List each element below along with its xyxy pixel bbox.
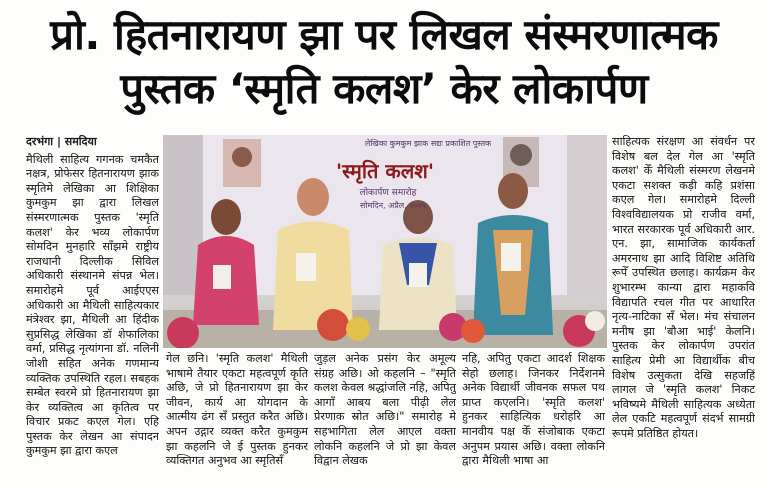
headline [0, 0, 768, 118]
headline-line-2: पुस्तक ‘स्मृति कलश’ केर लोकार्पण [120, 64, 648, 113]
article-column-bottom-3: नहि, अपितु एकटा आदर्श शिक्षक सेहो छलाह। जिनकर निर्देशनमे अनेक विद्यार्थी जीवनक सफल पथ प्राप्त कएलनि। 'स्मृति कलश' हुनकर साहित्यिक धरोहरि आ मानवीय पक्ष केँ संजोबाक एकटा अनुपम प्रयास अछि। वक्ता लोकनि द्वारा मैथिली भाषा आ [462, 352, 605, 468]
banner-date: सोमदिन, अप्रैल, २०२५ [360, 201, 426, 210]
banner-title: 'स्मृति कलश' [335, 159, 435, 183]
article-text-left: मैथिली साहित्य गगनक चमकैत नक्षत्र, प्रोफेसर हितनारायण झाक स्मृतिमे लेखिका आ शिक्षिका कुमकुम झा द्वारा लिखल संस्मरणात्मक पुस्तक 'स्मृति कलश' केर भव्य लोकार्पण सोमदिन मुनहारि साँझमे राष्ट्रीय राजधानी दिल्लीक सिविल अधिकारी संस्थानमे संपन्न भेल। समारोहमे पूर्व आईएएस अधिकारी आ मैथिली साहित्यकार मंत्रेश्वर झा, मैथिली आ हिंदीक सुप्रसिद्ध लेखिका डॉ शेफालिका वर्मा, प्रसिद्ध नृत्यांगना डॉ. नलिनी जोशी सहित अनेक गणमान्य व्यक्तिक उपस्थिति रहल। सबहक सम्बेत स्वरमे प्रो हितनारायण झा केर व्यक्तित्व आ कृतित्व पर विचार प्रकट कएल गेल। एहि पुस्तक केर लेखन आ संपादन कुमकुम झा द्वारा कएल [26, 152, 159, 458]
banner-caption-top: लेखिका कुमकुम झाक सद्यः प्रकाशित पुस्तक [364, 139, 492, 148]
headline-line-1: प्रो. हितनारायण झा पर लिखल संस्मरणात्मक [50, 10, 718, 59]
article-column-left [26, 135, 159, 480]
article-column-bottom-1: गेल छनि। 'स्मृति कलश' मैथिली भाषामे तैयार एकटा महत्वपूर्ण कृति अछि, जे प्रो हितनारायण झा केर जीवन, कार्य आ योगदान के आत्मीय ढंग सँ प्रस्तुत करैत अछि। अपन उद्गार व्यक्त करैत कुमकुम झा कहलनि जे ई पुस्तक हुनकर व्यक्तिगत अनुभव आ स्मृतिसँ [166, 352, 308, 468]
banner-subtitle: लोकार्पण समारोह [359, 188, 417, 198]
event-photo [163, 135, 607, 348]
dateline: दरभंगा | समदिया [26, 135, 97, 148]
article-column-bottom-2: जुड़ल अनेक प्रसंग केर अमूल्य संग्रह अछि। ओ कहलनि – "स्मृति कलश केवल श्रद्धांजलि नहि, अपितु आगाँ आबय बला पीढ़ी लेल प्रेरणाक स्रोत अछि।" समारोह मे सहभागिता लेल आएल वक्ता लोकनि कहलनि जे प्रो झा केवल विद्वान लेखक [314, 352, 456, 468]
article-column-right: साहित्यक संरक्षण आ संवर्धन पर विशेष बल देल गेल आ 'स्मृति कलश' केँ मैथिली संस्मरण लेखनमे एकटा सशक्त कड़ी कहि प्रशंसा कएल गेल। समारोहमे दिल्ली विश्वविद्यालयक प्रो राजीव वर्मा, भारत सरकारक पूर्व अधिकारी आर. एन. झा, सामाजिक कार्यकर्ता अमरनाथ झा आदि विशिष्ट अतिथि रूपेँ उपस्थित छलाह। कार्यक्रम केर शुभारम्भ कान्या द्वारा महाकवि विद्यापति रचल गीत पर आधारित नृत्य-नाटिका सँ भेल। मंच संचालन मनीष झा 'बौआ भाई' केलनि।पुस्तक केर लोकार्पण उपरांत साहित्य प्रेमी आ विद्यार्थीक बीच विशेष उत्सुकता देखि सहजहिं लागल जे 'स्मृति कलश' निकट भविष्यमे मैथिली साहित्यक अध्येता लेल एकटि महत्वपूर्ण संदर्भ सामग्री रूपमे प्रतिष्ठित होयत। [612, 135, 755, 440]
